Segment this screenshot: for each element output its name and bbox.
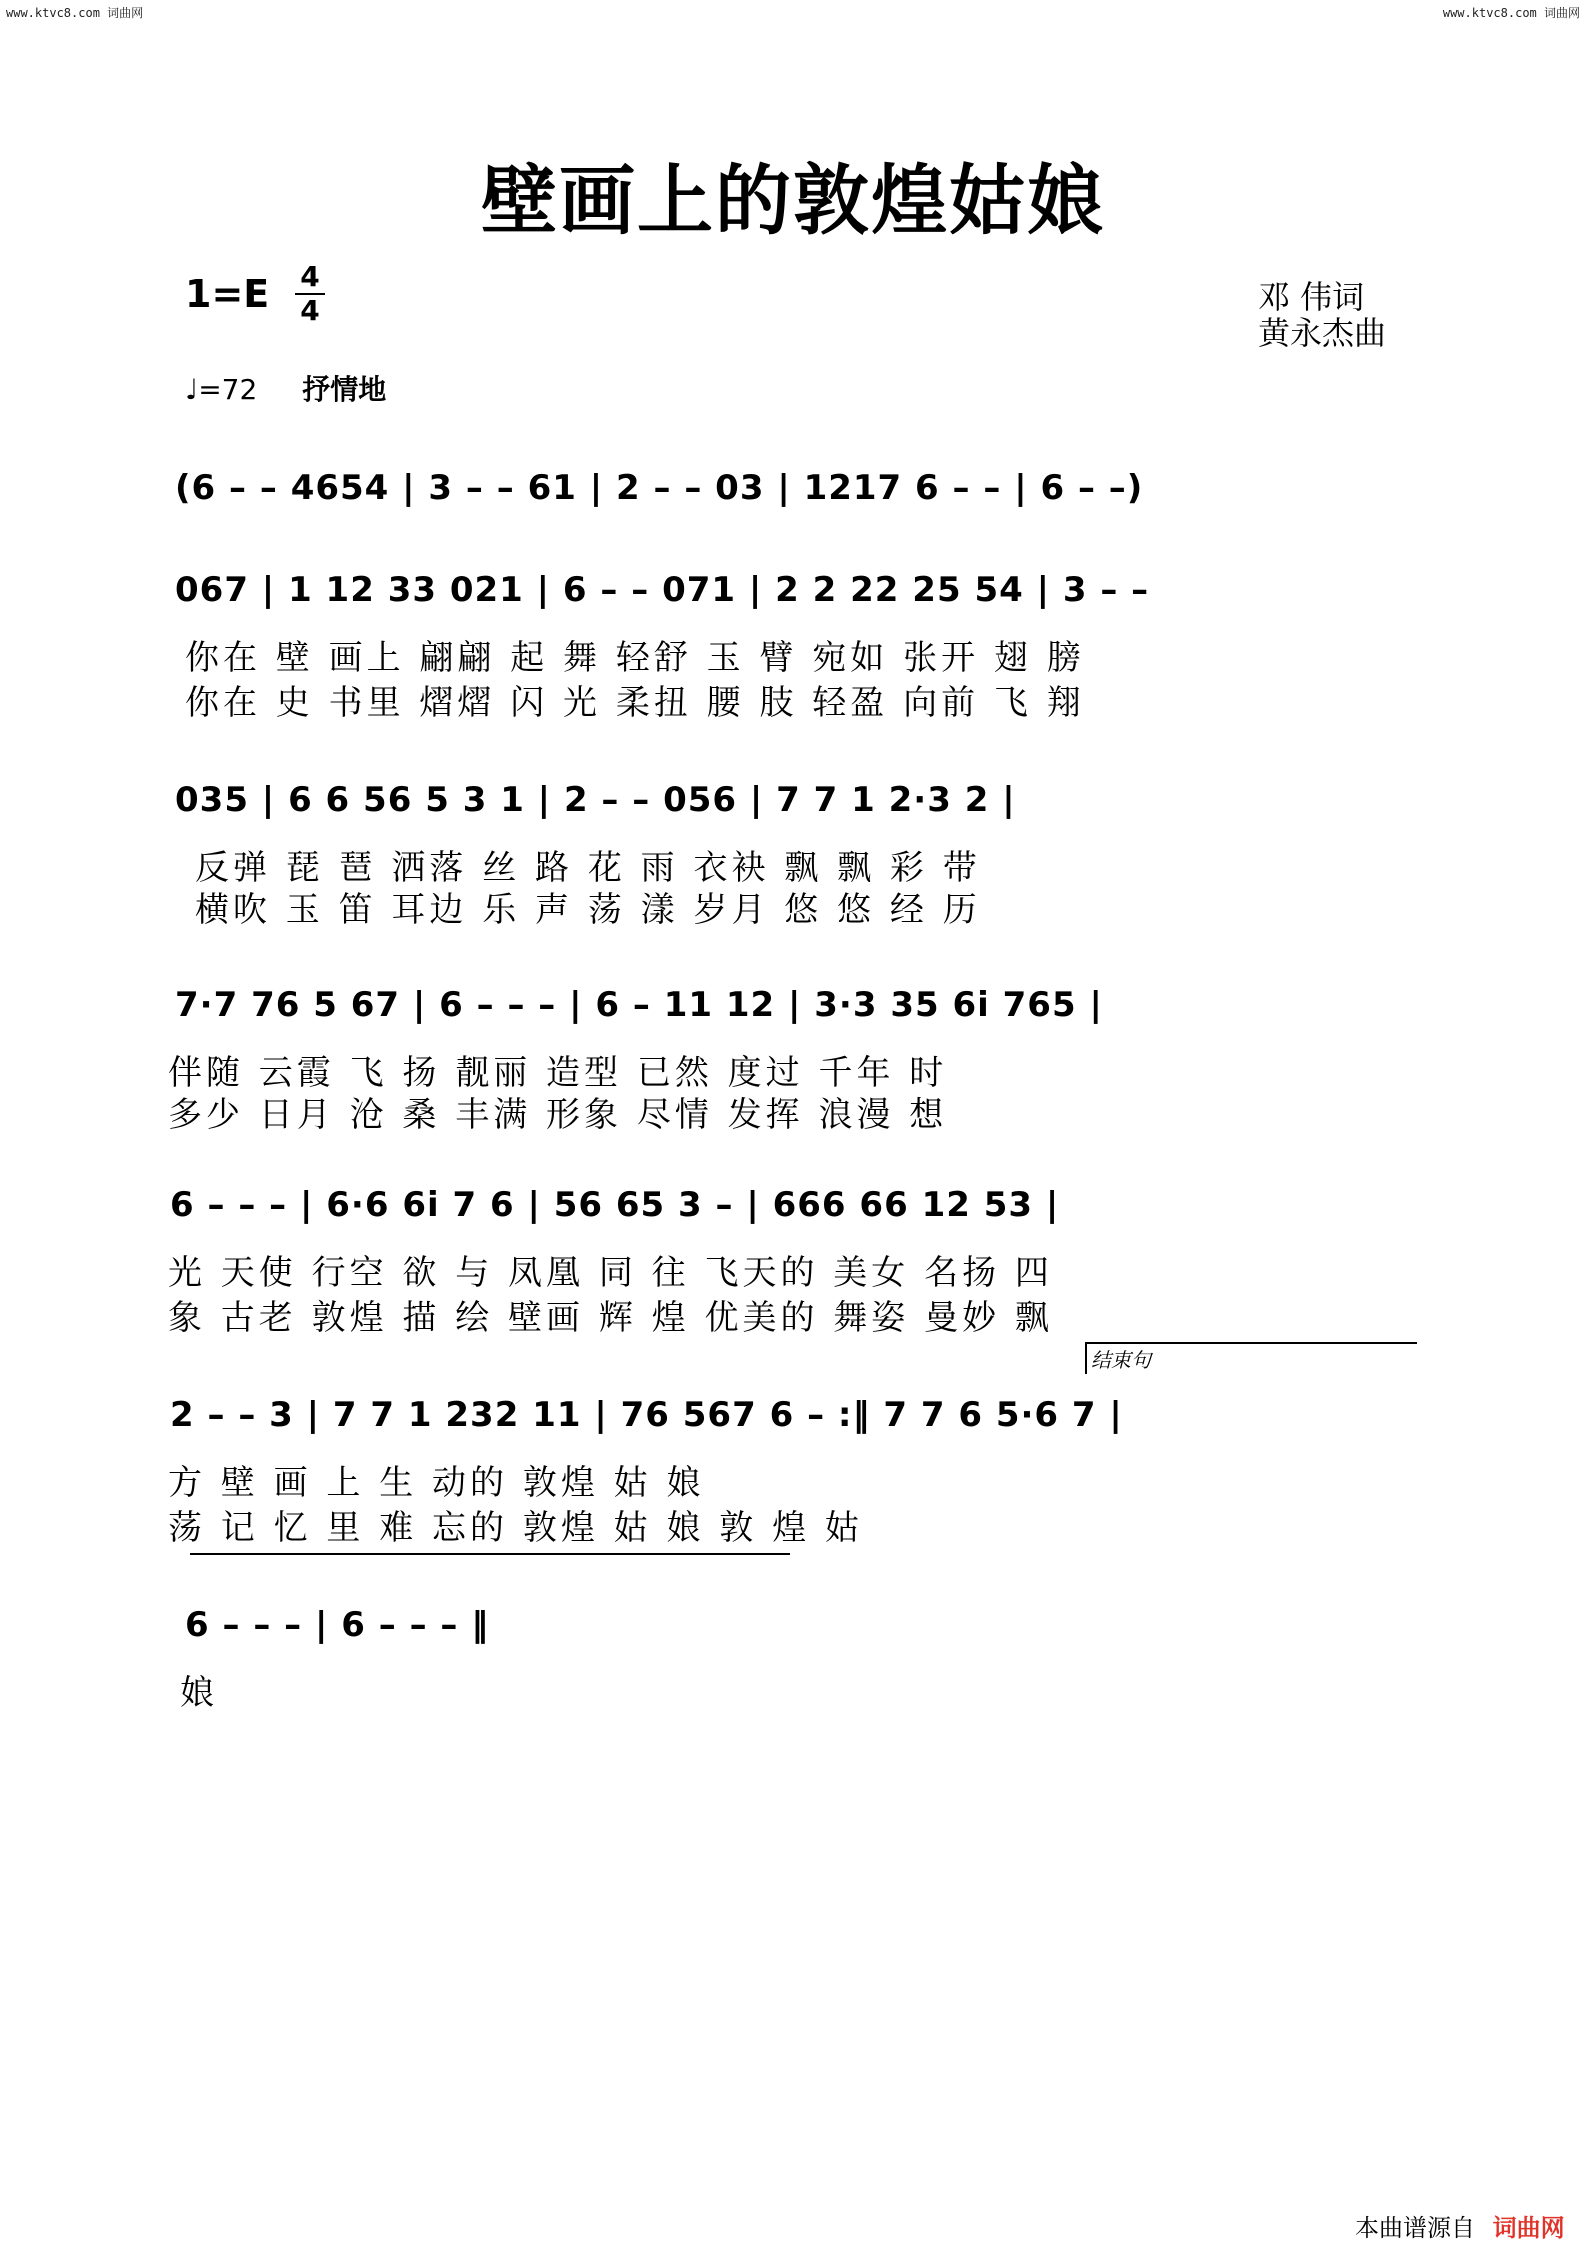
quarter-note-icon: ♩ [185, 373, 199, 406]
footer-site: 词曲网 [1492, 2214, 1565, 2242]
notation-row-5: 6 – – – | 6·6 6i 7 6 | 56 65 3 – | 666 66 12 53 | [170, 1185, 1060, 1225]
lyrics-row-6-verse-2: 荡 记 忆 里 难 忘的 敦煌 姑 娘 敦 煌 姑 [168, 1508, 863, 1548]
ending-label: 结束句 [1091, 1348, 1151, 1372]
lyrics-row-5-verse-2: 象 古老 敦煌 描 绘 壁画 辉 煌 优美的 舞姿 曼妙 飘 [168, 1298, 1053, 1338]
footer-source [1355, 2208, 1565, 2243]
lyrics-row-3-verse-1: 反弹 琵 琶 洒落 丝 路 花 雨 衣袂 飘 飘 彩 带 [195, 848, 981, 888]
tempo-bpm: =72 [198, 373, 258, 406]
header-watermark-right: www.ktvc8.com 词曲网 [1442, 6, 1580, 20]
final-section-line [190, 1553, 790, 1555]
lyrics-row-2-verse-2: 你在 史 书里 熠熠 闪 光 柔扭 腰 肢 轻盈 向前 飞 翔 [185, 683, 1085, 723]
header-watermark-left: www.ktvc8.com 词曲网 [6, 6, 144, 20]
time-signature-bottom: 4 [300, 294, 320, 327]
tempo-expression: 抒情地 [302, 373, 387, 406]
composer-credit: 黄永杰曲 [1258, 314, 1387, 352]
key-signature: 1=E [185, 272, 270, 316]
lyrics-row-7-verse-1: 娘 [180, 1673, 218, 1713]
lyricist-credit: 邓 伟词 [1258, 278, 1365, 316]
lyrics-row-5-verse-1: 光 天使 行空 欲 与 凤凰 同 往 飞天的 美女 名扬 四 [168, 1253, 1053, 1293]
time-signature-top: 4 [300, 260, 320, 293]
notation-row-7: 6 – – – | 6 – – – ‖ [185, 1605, 490, 1645]
time-signature [295, 262, 325, 326]
notation-row-2: 067 | 1 12 33 021 | 6 – – 071 | 2 2 22 25 54 | 3 – – [175, 570, 1150, 610]
lyrics-row-4-verse-1: 伴随 云霞 飞 扬 靓丽 造型 已然 度过 千年 时 [168, 1053, 948, 1093]
lyrics-row-4-verse-2: 多少 日月 沧 桑 丰满 形象 尽情 发挥 浪漫 想 [168, 1095, 948, 1135]
tempo-marking [185, 368, 386, 408]
lyrics-row-2-verse-1: 你在 壁 画上 翩翩 起 舞 轻舒 玉 臂 宛如 张开 翅 膀 [185, 638, 1085, 678]
notation-row-4: 7·7 76 5 67 | 6 – – – | 6 – 11 12 | 3·3 35 6i 765 | [175, 985, 1103, 1025]
lyrics-row-3-verse-2: 横吹 玉 笛 耳边 乐 声 荡 漾 岁月 悠 悠 经 历 [195, 890, 981, 930]
notation-row-3: 035 | 6 6 56 5 3 1 | 2 – – 056 | 7 7 1 2·3 2 | [175, 780, 1016, 820]
page-title: 壁画上的敦煌姑娘 [481, 156, 1105, 245]
notation-row-6: 2 – – 3 | 7 7 1 232 11 | 76 567 6 – :‖ 7 7 6 5·6 7 | [170, 1395, 1123, 1435]
notation-row-1: (6 – – 4654 | 3 – – 61 | 2 – – 03 | 1217 6 – – | 6 – –) [175, 468, 1144, 508]
footer-source-label: 本曲谱源自 [1355, 2214, 1475, 2242]
ending-bracket [1085, 1342, 1417, 1374]
lyrics-row-6-verse-1: 方 壁 画 上 生 动的 敦煌 姑 娘 [168, 1463, 705, 1503]
